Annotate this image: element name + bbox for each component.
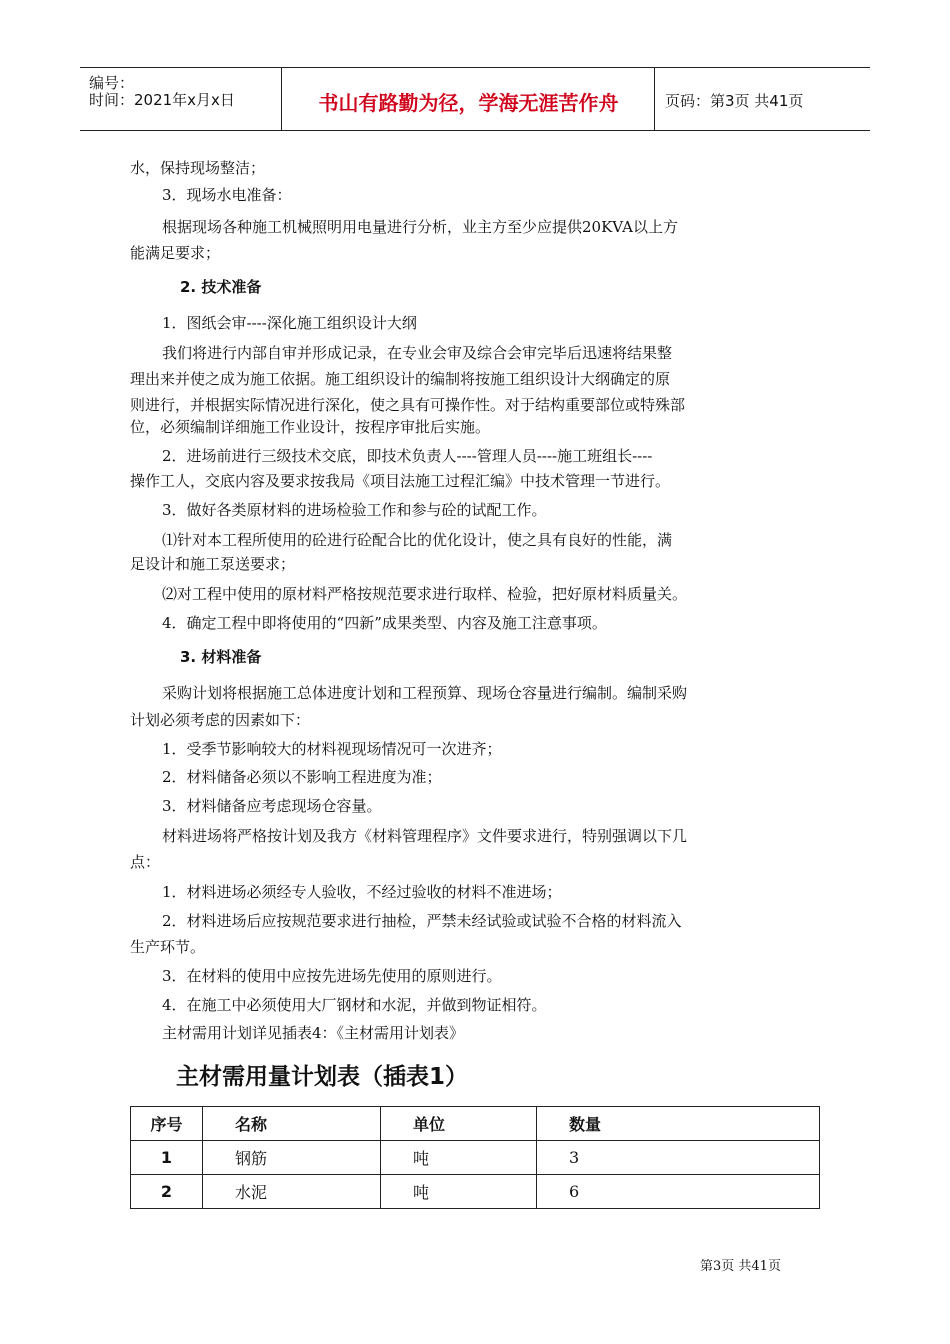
- header-page-cell: [655, 68, 870, 130]
- list-item: 3．材料储备应考虑现场仓容量。: [162, 797, 382, 815]
- paragraph-line: 我们将进行内部自审并形成记录，在专业会审及综合会审完毕后迅速将结果整: [162, 344, 673, 362]
- paragraph-line: 位，必须编制详细施工作业设计，按程序审批后实施。: [130, 418, 491, 436]
- table-cell-unit: 吨: [381, 1141, 537, 1175]
- list-item: 3．做好各类原材料的进场检验工作和参与砼的试配工作。: [162, 501, 547, 519]
- table-cell-index: 1: [131, 1141, 203, 1175]
- paragraph-line: 主材需用计划详见插表4：《主材需用计划表》: [162, 1024, 465, 1042]
- list-item: 1．材料进场必须经专人验收，不经过验收的材料不准进场；: [162, 883, 562, 901]
- table-cell-index: 2: [131, 1175, 203, 1209]
- paragraph-line: 水，保持现场整洁；: [130, 159, 266, 177]
- table-cell-name: 钢筋: [203, 1141, 381, 1175]
- table-cell-quantity: 3: [537, 1141, 820, 1175]
- paragraph-line: 采购计划将根据施工总体进度计划和工程预算、现场仓容量进行编制。编制采购: [162, 684, 688, 702]
- list-item: 2．进场前进行三级技术交底，即技术负责人----管理人员----施工班组长----: [162, 447, 653, 465]
- table-cell-quantity: 6: [537, 1175, 820, 1209]
- table-row: [131, 1141, 820, 1175]
- paragraph-line: 操作工人，交底内容及要求按我局《项目法施工过程汇编》中技术管理一节进行。: [130, 472, 671, 490]
- section-heading-technical: 2. 技术准备: [180, 278, 262, 296]
- paragraph-line: 计划必须考虑的因素如下：: [130, 711, 311, 729]
- list-item: 4．确定工程中即将使用的“四新”成果类型、内容及施工注意事项。: [162, 614, 607, 632]
- paragraph-line: 理出来并使之成为施工依据。施工组织设计的编制将按施工组织设计大纲确定的原: [130, 370, 671, 388]
- materials-table: [130, 1106, 820, 1209]
- paragraph-line: 足设计和施工泵送要求；: [130, 555, 296, 573]
- header-meta: [80, 68, 282, 130]
- list-item: 3．现场水电准备：: [162, 186, 292, 204]
- list-item: 2．材料进场后应按规范要求进行抽检，严禁未经试验或试验不合格的材料流入: [162, 912, 682, 930]
- list-item: 1．受季节影响较大的材料视现场情况可一次进齐；: [162, 740, 502, 758]
- header-motto: 书山有路勤为径，学海无涯苦作舟: [318, 91, 619, 115]
- column-header-index: 序号: [131, 1107, 203, 1141]
- header-motto-cell: [282, 68, 655, 130]
- table-header-row: [131, 1107, 820, 1141]
- paragraph-line: 生产环节。: [130, 938, 206, 956]
- paragraph-line: 材料进场将严格按计划及我方《材料管理程序》文件要求进行，特别强调以下几: [162, 827, 688, 845]
- paragraph-line: 则进行，并根据实际情况进行深化，使之具有可操作性。对于结构重要部位或特殊部: [130, 396, 686, 414]
- table-row: [131, 1175, 820, 1209]
- column-header-name: 名称: [203, 1107, 381, 1141]
- header-page-number: 页码：第3页 共41页: [665, 92, 804, 110]
- page-footer: 第3页 共41页: [700, 1259, 781, 1274]
- list-item: 3．在材料的使用中应按先进场先使用的原则进行。: [162, 967, 502, 985]
- paragraph-line: 能满足要求；: [130, 244, 221, 262]
- table-cell-name: 水泥: [203, 1175, 381, 1209]
- paragraph-line: 点：: [130, 853, 161, 871]
- document-time: 时间：2021年x月x日: [89, 91, 235, 109]
- section-heading-materials: 3. 材料准备: [180, 648, 262, 666]
- paragraph-line: 根据现场各种施工机械照明用电量进行分析，业主方至少应提供20KVA以上方: [162, 218, 678, 236]
- page-header: [80, 67, 870, 131]
- column-header-unit: 单位: [381, 1107, 537, 1141]
- list-item: 1．图纸会审----深化施工组织设计大纲: [162, 314, 417, 332]
- list-item: 4．在施工中必须使用大厂钢材和水泥，并做到物证相符。: [162, 996, 547, 1014]
- table-cell-unit: 吨: [381, 1175, 537, 1209]
- list-item: 2．材料储备必须以不影响工程进度为准；: [162, 768, 442, 786]
- column-header-quantity: 数量: [537, 1107, 820, 1141]
- list-item: ⑴针对本工程所使用的砼进行砼配合比的优化设计，使之具有良好的性能，满: [162, 531, 673, 549]
- table-title: 主材需用量计划表（插表1）: [176, 1064, 469, 1090]
- list-item: ⑵对工程中使用的原材料严格按规范要求进行取样、检验，把好原材料质量关。: [162, 585, 688, 603]
- document-number: 编号：: [89, 74, 135, 92]
